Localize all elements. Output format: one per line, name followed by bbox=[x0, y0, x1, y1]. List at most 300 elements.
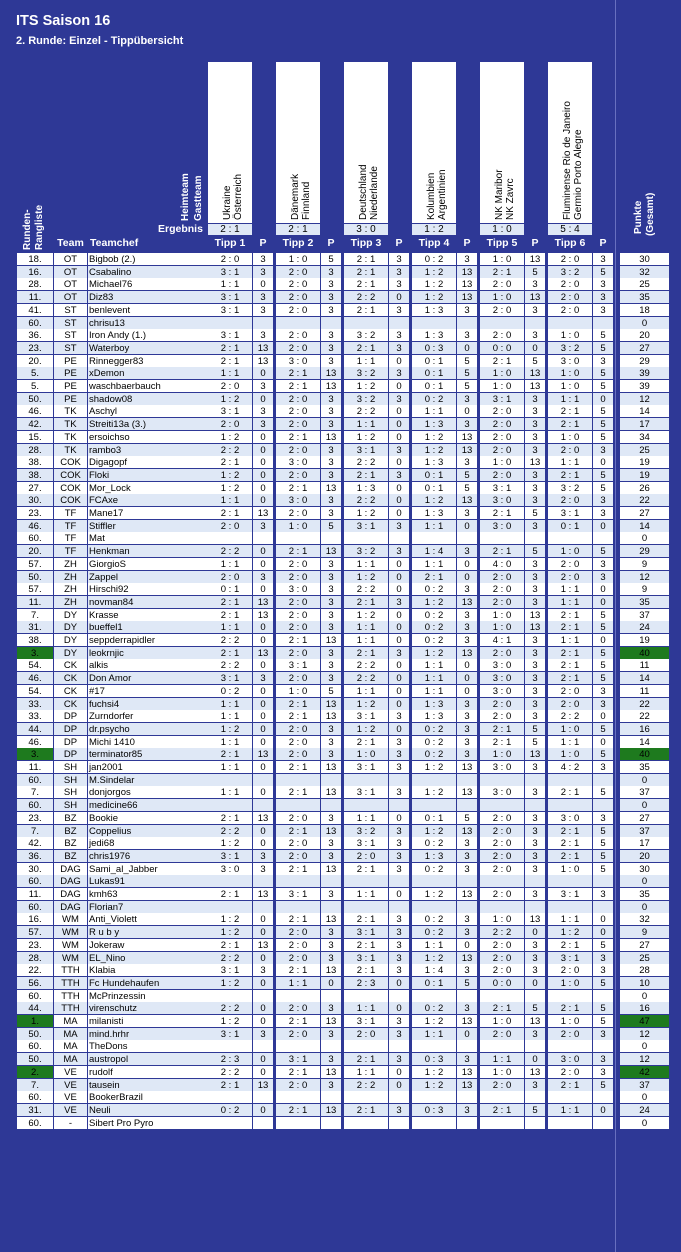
tipp-points-cell: 3 bbox=[457, 850, 477, 862]
total-points-cell: 29 bbox=[620, 545, 669, 557]
tipp-cell: 2 : 1 bbox=[548, 837, 592, 849]
rank-cell: 57. bbox=[17, 583, 53, 595]
total-points-cell: 11 bbox=[620, 659, 669, 671]
tipp-points-cell: 3 bbox=[321, 393, 341, 405]
tipp-cell: 2 : 1 bbox=[208, 342, 252, 354]
tipp-cell: 2 : 0 bbox=[480, 647, 524, 659]
tipp-cell: 2 : 1 bbox=[276, 1015, 320, 1027]
table-row bbox=[0, 888, 681, 901]
total-points-cell: 24 bbox=[620, 1104, 669, 1116]
tipp-points-cell: 13 bbox=[457, 1066, 477, 1078]
tipp-points-cell: 3 bbox=[389, 1053, 409, 1065]
tipp-cell: 1 : 0 bbox=[548, 748, 592, 760]
tipp-cell: 1 : 1 bbox=[412, 672, 456, 684]
tipp-cell: 2 : 0 bbox=[480, 304, 524, 316]
rank-cell: 23. bbox=[17, 812, 53, 824]
tipp-cell bbox=[344, 1040, 388, 1052]
tipp-cell: 1 : 0 bbox=[548, 977, 592, 989]
tipp-points-cell: 13 bbox=[321, 710, 341, 722]
table-row bbox=[0, 825, 681, 838]
team-cell: CK bbox=[54, 685, 87, 697]
total-points-cell: 12 bbox=[620, 1053, 669, 1065]
team-cell: BZ bbox=[54, 837, 87, 849]
tipp-points-cell: 0 bbox=[593, 736, 613, 748]
total-points-cell: 34 bbox=[620, 431, 669, 443]
table-row bbox=[0, 634, 681, 647]
tipp-points-cell: 3 bbox=[593, 964, 613, 976]
tipp-points-cell: 13 bbox=[253, 355, 273, 367]
tipp-points-cell: 3 bbox=[457, 253, 477, 265]
tipp-points-cell: 5 bbox=[321, 685, 341, 697]
tipp-cell: 1 : 0 bbox=[344, 748, 388, 760]
tipp-points-cell: 5 bbox=[593, 621, 613, 633]
tipp-points-cell: 3 bbox=[321, 609, 341, 621]
tipp-points-cell: 3 bbox=[321, 939, 341, 951]
team-cell: DP bbox=[54, 748, 87, 760]
tipp-points-cell: 3 bbox=[321, 1028, 341, 1040]
tipp-cell: 1 : 2 bbox=[412, 494, 456, 506]
tipp-points-cell: 13 bbox=[525, 456, 545, 468]
team-cell: TF bbox=[54, 532, 87, 544]
tipp-cell: 2 : 0 bbox=[276, 647, 320, 659]
tipp-points-cell: 13 bbox=[457, 786, 477, 798]
tipp-cell: 1 : 1 bbox=[344, 418, 388, 430]
tipp-points-cell: 0 bbox=[389, 685, 409, 697]
teamchef-cell: virenschutz bbox=[88, 1002, 208, 1014]
total-points-cell: 40 bbox=[620, 748, 669, 760]
team-cell: TF bbox=[54, 545, 87, 557]
tipp-cell: 2 : 0 bbox=[276, 672, 320, 684]
rank-cell: 23. bbox=[17, 342, 53, 354]
match-home-team-3: Deutschland bbox=[358, 164, 369, 220]
tipp-cell: 2 : 0 bbox=[480, 888, 524, 900]
tipp-points-cell bbox=[457, 875, 477, 887]
tipp-cell: 2 : 1 bbox=[548, 1079, 592, 1091]
tipp-points-cell: 3 bbox=[389, 444, 409, 456]
rank-cell: 60. bbox=[17, 875, 53, 887]
tipp-cell: 2 : 1 bbox=[344, 278, 388, 290]
teamchef-cell: McPrinzessin bbox=[88, 990, 208, 1002]
total-points-cell: 0 bbox=[620, 1091, 669, 1103]
tipp-cell: 2 : 0 bbox=[276, 736, 320, 748]
tipp-cell: 2 : 0 bbox=[480, 431, 524, 443]
table-row bbox=[0, 913, 681, 926]
match-home-team-5: NK Maribor bbox=[494, 169, 505, 220]
tipp-cell: 3 : 0 bbox=[276, 494, 320, 506]
tipp-points-cell: 0 bbox=[253, 545, 273, 557]
rank-cell: 60. bbox=[17, 532, 53, 544]
rank-cell: 23. bbox=[17, 507, 53, 519]
rank-cell: 18. bbox=[17, 253, 53, 265]
tipp-points-cell bbox=[525, 317, 545, 329]
tipp-points-cell bbox=[253, 317, 273, 329]
tipp-points-cell: 3 bbox=[321, 558, 341, 570]
tipp-cell: 1 : 0 bbox=[480, 456, 524, 468]
tipp-points-cell: 0 bbox=[253, 1002, 273, 1014]
table-row bbox=[0, 786, 681, 799]
teamchef-cell: EL_Nino bbox=[88, 952, 208, 964]
tipp-cell: 1 : 2 bbox=[208, 913, 252, 925]
tipp-points-cell: 3 bbox=[321, 926, 341, 938]
tipp-points-cell: 3 bbox=[321, 571, 341, 583]
tipp-cell: 1 : 3 bbox=[412, 507, 456, 519]
total-points-cell: 0 bbox=[620, 774, 669, 786]
tipp-cell: 2 : 1 bbox=[276, 761, 320, 773]
tipp-cell: 2 : 0 bbox=[480, 469, 524, 481]
rank-cell: 38. bbox=[17, 469, 53, 481]
rank-cell: 60. bbox=[17, 990, 53, 1002]
tipp-points-cell: 13 bbox=[457, 596, 477, 608]
tipp-points-cell: 5 bbox=[457, 469, 477, 481]
tipp-points-cell: 13 bbox=[321, 634, 341, 646]
rank-cell: 30. bbox=[17, 494, 53, 506]
rank-cell: 56. bbox=[17, 977, 53, 989]
tipp-points-cell: 13 bbox=[321, 863, 341, 875]
total-points-cell: 25 bbox=[620, 278, 669, 290]
total-points-cell: 27 bbox=[620, 507, 669, 519]
tipp-cell: 1 : 2 bbox=[344, 507, 388, 519]
tipp-cell: 1 : 2 bbox=[208, 482, 252, 494]
tipp-cell: 1 : 3 bbox=[412, 456, 456, 468]
teamchef-cell: milanisti bbox=[88, 1015, 208, 1027]
tipp-points-cell: 3 bbox=[525, 405, 545, 417]
tipp-cell: 2 : 1 bbox=[480, 723, 524, 735]
tipp-points-cell: 0 bbox=[253, 723, 273, 735]
tipp-points-cell: 3 bbox=[389, 393, 409, 405]
match-result-1: 2 : 1 bbox=[208, 224, 252, 235]
tipp-cell: 2 : 2 bbox=[208, 1066, 252, 1078]
tipp-cell: 3 : 2 bbox=[548, 266, 592, 278]
tipp-points-cell: 13 bbox=[321, 913, 341, 925]
rank-cell: 57. bbox=[17, 558, 53, 570]
tipp-cell: 2 : 1 bbox=[208, 507, 252, 519]
tipp-points-cell: 3 bbox=[389, 825, 409, 837]
teamchef-cell: rudolf bbox=[88, 1066, 208, 1078]
tipp-cell: 2 : 1 bbox=[344, 647, 388, 659]
tipp-cell: 2 : 0 bbox=[344, 850, 388, 862]
team-cell: ZH bbox=[54, 558, 87, 570]
team-cell: WM bbox=[54, 939, 87, 951]
tipp-cell: 2 : 0 bbox=[480, 278, 524, 290]
team-cell: BZ bbox=[54, 825, 87, 837]
tipp-points-cell: 3 bbox=[321, 583, 341, 595]
rank-cell: 7. bbox=[17, 786, 53, 798]
tipp-points-cell: 0 bbox=[389, 1079, 409, 1091]
tipp-points-cell: 3 bbox=[457, 748, 477, 760]
tipp-points-cell: 3 bbox=[321, 736, 341, 748]
tipp-points-cell bbox=[525, 990, 545, 1002]
tipp-cell bbox=[480, 532, 524, 544]
team-cell: OT bbox=[54, 266, 87, 278]
teamchef-cell: Waterboy bbox=[88, 342, 208, 354]
tipp-points-cell: 3 bbox=[389, 266, 409, 278]
table-row bbox=[0, 621, 681, 634]
tipp-cell: 3 : 1 bbox=[208, 405, 252, 417]
tipp-points-cell: 3 bbox=[593, 253, 613, 265]
tipp-cell: 0 : 2 bbox=[412, 913, 456, 925]
tipp-cell: 3 : 2 bbox=[344, 393, 388, 405]
tipp-points-cell bbox=[321, 1040, 341, 1052]
tipp-cell: 2 : 1 bbox=[480, 1104, 524, 1116]
tipp-points-cell: 0 bbox=[389, 888, 409, 900]
tipp-cell: 1 : 0 bbox=[480, 621, 524, 633]
tipp-cell bbox=[276, 1117, 320, 1129]
total-points-cell: 32 bbox=[620, 913, 669, 925]
tipp-points-cell: 3 bbox=[321, 621, 341, 633]
tipp-points-cell: 0 bbox=[253, 710, 273, 722]
tipp-points-cell bbox=[321, 1091, 341, 1103]
tipp-points-cell bbox=[457, 532, 477, 544]
tipp-cell: 3 : 2 bbox=[548, 342, 592, 354]
match-result-3: 3 : 0 bbox=[344, 224, 388, 235]
team-cell: TTH bbox=[54, 990, 87, 1002]
tipp-cell: 2 : 0 bbox=[548, 1028, 592, 1040]
tipp-cell: 1 : 2 bbox=[548, 926, 592, 938]
team-cell: ZH bbox=[54, 596, 87, 608]
rank-cell: 22. bbox=[17, 964, 53, 976]
tipp-cell: 3 : 1 bbox=[276, 888, 320, 900]
tipp-cell: 2 : 0 bbox=[480, 939, 524, 951]
tipp-cell: 2 : 0 bbox=[480, 329, 524, 341]
team-cell: MA bbox=[54, 1053, 87, 1065]
tipp-points-cell: 13 bbox=[525, 380, 545, 392]
points-header-6: P bbox=[599, 237, 607, 249]
rank-cell: 57. bbox=[17, 926, 53, 938]
tipp-cell: 1 : 2 bbox=[344, 431, 388, 443]
tipp-cell: 2 : 0 bbox=[480, 812, 524, 824]
tipp-header-2: Tipp 2 bbox=[282, 237, 314, 249]
tipp-points-cell: 3 bbox=[253, 571, 273, 583]
tipp-cell: 1 : 1 bbox=[344, 634, 388, 646]
tipp-cell: 0 : 2 bbox=[412, 736, 456, 748]
table-row bbox=[0, 291, 681, 304]
tipp-cell: 1 : 4 bbox=[412, 545, 456, 557]
tipp-cell: 1 : 1 bbox=[344, 1066, 388, 1078]
tipp-cell: 3 : 0 bbox=[276, 355, 320, 367]
teamchef-cell: chris1976 bbox=[88, 850, 208, 862]
tipp-points-cell: 3 bbox=[321, 342, 341, 354]
tipp-cell: 2 : 0 bbox=[276, 405, 320, 417]
punkte-label-2: (Gesamt) bbox=[645, 192, 656, 236]
tipp-points-cell: 0 bbox=[593, 1104, 613, 1116]
total-points-cell: 16 bbox=[620, 1002, 669, 1014]
rank-cell: 7. bbox=[17, 1079, 53, 1091]
tipp-points-cell: 5 bbox=[593, 723, 613, 735]
tipp-cell: 2 : 0 bbox=[276, 304, 320, 316]
tipp-points-cell: 3 bbox=[253, 964, 273, 976]
tipp-cell: 2 : 2 bbox=[344, 1079, 388, 1091]
tipp-cell: 3 : 1 bbox=[208, 291, 252, 303]
teamchef-cell: Fc Hundehaufen bbox=[88, 977, 208, 989]
tipp-cell: 3 : 0 bbox=[480, 786, 524, 798]
teamchef-cell: mind.hrhr bbox=[88, 1028, 208, 1040]
teamchef-cell: novman84 bbox=[88, 596, 208, 608]
tipp-points-cell: 3 bbox=[593, 952, 613, 964]
tipp-points-cell: 3 bbox=[321, 266, 341, 278]
tipp-points-cell: 3 bbox=[525, 304, 545, 316]
team-cell: COK bbox=[54, 456, 87, 468]
tipp-points-cell: 0 bbox=[593, 583, 613, 595]
tipp-cell: 2 : 1 bbox=[208, 596, 252, 608]
tipp-points-cell: 13 bbox=[457, 1079, 477, 1091]
tipp-points-cell: 0 bbox=[253, 393, 273, 405]
tipp-points-cell: 3 bbox=[525, 482, 545, 494]
tipp-cell: 3 : 0 bbox=[480, 685, 524, 697]
total-points-cell: 24 bbox=[620, 621, 669, 633]
teamchef-cell: Henkman bbox=[88, 545, 208, 557]
tipp-points-cell bbox=[525, 532, 545, 544]
tipp-cell: 3 : 1 bbox=[208, 304, 252, 316]
tipp-cell: 2 : 2 bbox=[344, 659, 388, 671]
team-cell: DY bbox=[54, 621, 87, 633]
teamchef-cell: Florian7 bbox=[88, 901, 208, 913]
tipp-cell: 3 : 1 bbox=[276, 1053, 320, 1065]
table-row bbox=[0, 672, 681, 685]
total-points-cell: 12 bbox=[620, 571, 669, 583]
tipp-cell: 0 : 2 bbox=[412, 837, 456, 849]
tipp-cell bbox=[344, 1117, 388, 1129]
tipp-points-cell: 3 bbox=[321, 291, 341, 303]
tipp-points-cell bbox=[593, 1117, 613, 1129]
tipp-points-cell bbox=[321, 901, 341, 913]
tipp-points-cell: 3 bbox=[389, 1028, 409, 1040]
tipp-points-cell: 13 bbox=[321, 761, 341, 773]
tipp-cell: 2 : 0 bbox=[548, 494, 592, 506]
tipp-points-cell: 0 bbox=[253, 494, 273, 506]
tipp-cell: 1 : 0 bbox=[480, 253, 524, 265]
tipp-cell: 1 : 1 bbox=[208, 621, 252, 633]
rank-cell: 46. bbox=[17, 672, 53, 684]
table-row bbox=[0, 532, 681, 545]
team-cell: TF bbox=[54, 520, 87, 532]
tipp-points-cell bbox=[321, 990, 341, 1002]
tipp-cell: 1 : 1 bbox=[344, 355, 388, 367]
tipp-points-cell: 3 bbox=[321, 952, 341, 964]
tipp-cell: 2 : 0 bbox=[480, 964, 524, 976]
tipp-points-cell: 5 bbox=[457, 482, 477, 494]
tipp-points-cell bbox=[253, 1091, 273, 1103]
table-row bbox=[0, 964, 681, 977]
tipp-cell: 3 : 0 bbox=[480, 761, 524, 773]
rank-cell: 44. bbox=[17, 1002, 53, 1014]
tipp-header-4: Tipp 4 bbox=[418, 237, 450, 249]
tipp-cell: 1 : 0 bbox=[480, 380, 524, 392]
tipp-points-cell: 5 bbox=[593, 609, 613, 621]
tipp-cell: 3 : 1 bbox=[480, 393, 524, 405]
teamchef-cell: Mat bbox=[88, 532, 208, 544]
tipp-points-cell: 0 bbox=[389, 494, 409, 506]
tipp-points-cell: 13 bbox=[253, 647, 273, 659]
tipp-cell: 3 : 1 bbox=[344, 444, 388, 456]
tipp-points-cell: 13 bbox=[457, 494, 477, 506]
tipp-points-cell bbox=[253, 990, 273, 1002]
rank-cell: 16. bbox=[17, 266, 53, 278]
team-cell: OT bbox=[54, 253, 87, 265]
tipp-points-cell: 3 bbox=[457, 1053, 477, 1065]
tipp-points-cell bbox=[389, 1040, 409, 1052]
tipp-cell: 1 : 2 bbox=[208, 393, 252, 405]
tipp-cell: 2 : 1 bbox=[480, 355, 524, 367]
total-points-cell: 0 bbox=[620, 1117, 669, 1129]
table-row bbox=[0, 266, 681, 279]
tipp-cell: 4 : 0 bbox=[480, 558, 524, 570]
match-home-team-4: Kolumbien bbox=[426, 172, 437, 220]
team-cell: COK bbox=[54, 494, 87, 506]
tipp-points-cell: 3 bbox=[457, 863, 477, 875]
tipp-points-cell: 5 bbox=[457, 812, 477, 824]
rank-cell: 60. bbox=[17, 1117, 53, 1129]
tipp-points-cell: 0 bbox=[389, 405, 409, 417]
tipp-cell: 0 : 1 bbox=[412, 355, 456, 367]
tipp-points-cell: 0 bbox=[389, 482, 409, 494]
total-points-cell: 14 bbox=[620, 405, 669, 417]
tipp-cell: 1 : 2 bbox=[412, 1079, 456, 1091]
tipp-points-cell: 3 bbox=[389, 253, 409, 265]
tipp-points-cell: 3 bbox=[321, 850, 341, 862]
tipp-cell: 2 : 2 bbox=[344, 456, 388, 468]
tipp-cell: 1 : 2 bbox=[412, 952, 456, 964]
tipp-points-cell: 3 bbox=[525, 685, 545, 697]
rank-cell: 28. bbox=[17, 278, 53, 290]
tipp-cell: 2 : 0 bbox=[480, 698, 524, 710]
teamchef-cell: Anti_Violett bbox=[88, 913, 208, 925]
tipp-points-cell: 0 bbox=[253, 786, 273, 798]
tipp-points-cell: 0 bbox=[253, 1053, 273, 1065]
tipp-cell: 0 : 1 bbox=[412, 380, 456, 392]
tipp-cell: 0 : 3 bbox=[412, 1104, 456, 1116]
tipp-cell: 1 : 0 bbox=[548, 1015, 592, 1027]
total-points-cell: 17 bbox=[620, 418, 669, 430]
tipp-cell bbox=[548, 532, 592, 544]
tipp-points-cell: 3 bbox=[457, 913, 477, 925]
tipp-points-cell: 3 bbox=[389, 939, 409, 951]
tipp-cell: 1 : 0 bbox=[480, 748, 524, 760]
tipp-cell: 2 : 1 bbox=[208, 812, 252, 824]
tipp-points-cell: 3 bbox=[593, 304, 613, 316]
table-row bbox=[0, 1015, 681, 1028]
tipp-points-cell: 3 bbox=[253, 380, 273, 392]
tipp-cell: 1 : 1 bbox=[276, 977, 320, 989]
tipp-cell: 2 : 1 bbox=[548, 469, 592, 481]
table-row bbox=[0, 926, 681, 939]
match-away-team-4: Argentinien bbox=[437, 169, 448, 220]
tipp-points-cell: 3 bbox=[593, 1066, 613, 1078]
tipp-cell: 1 : 2 bbox=[208, 926, 252, 938]
tipp-cell bbox=[276, 901, 320, 913]
team-cell: ST bbox=[54, 329, 87, 341]
table-row bbox=[0, 1028, 681, 1041]
tipp-points-cell: 5 bbox=[457, 977, 477, 989]
tipp-points-cell: 3 bbox=[389, 952, 409, 964]
rank-cell: 3. bbox=[17, 647, 53, 659]
tipp-cell: 2 : 1 bbox=[276, 786, 320, 798]
total-points-cell: 29 bbox=[620, 355, 669, 367]
tipp-header-3: Tipp 3 bbox=[350, 237, 382, 249]
tipp-cell: 2 : 0 bbox=[548, 278, 592, 290]
tipp-points-cell: 13 bbox=[457, 761, 477, 773]
tipp-points-cell: 3 bbox=[321, 672, 341, 684]
team-cell: - bbox=[54, 1117, 87, 1129]
total-points-cell: 22 bbox=[620, 710, 669, 722]
table-row bbox=[0, 647, 681, 660]
tipp-points-cell: 3 bbox=[457, 329, 477, 341]
tipp-cell: 3 : 1 bbox=[344, 926, 388, 938]
tipp-points-cell: 3 bbox=[457, 926, 477, 938]
rank-cell: 50. bbox=[17, 571, 53, 583]
tipp-points-cell: 3 bbox=[389, 1015, 409, 1027]
tipp-cell bbox=[412, 317, 456, 329]
tipp-points-cell: 3 bbox=[321, 837, 341, 849]
